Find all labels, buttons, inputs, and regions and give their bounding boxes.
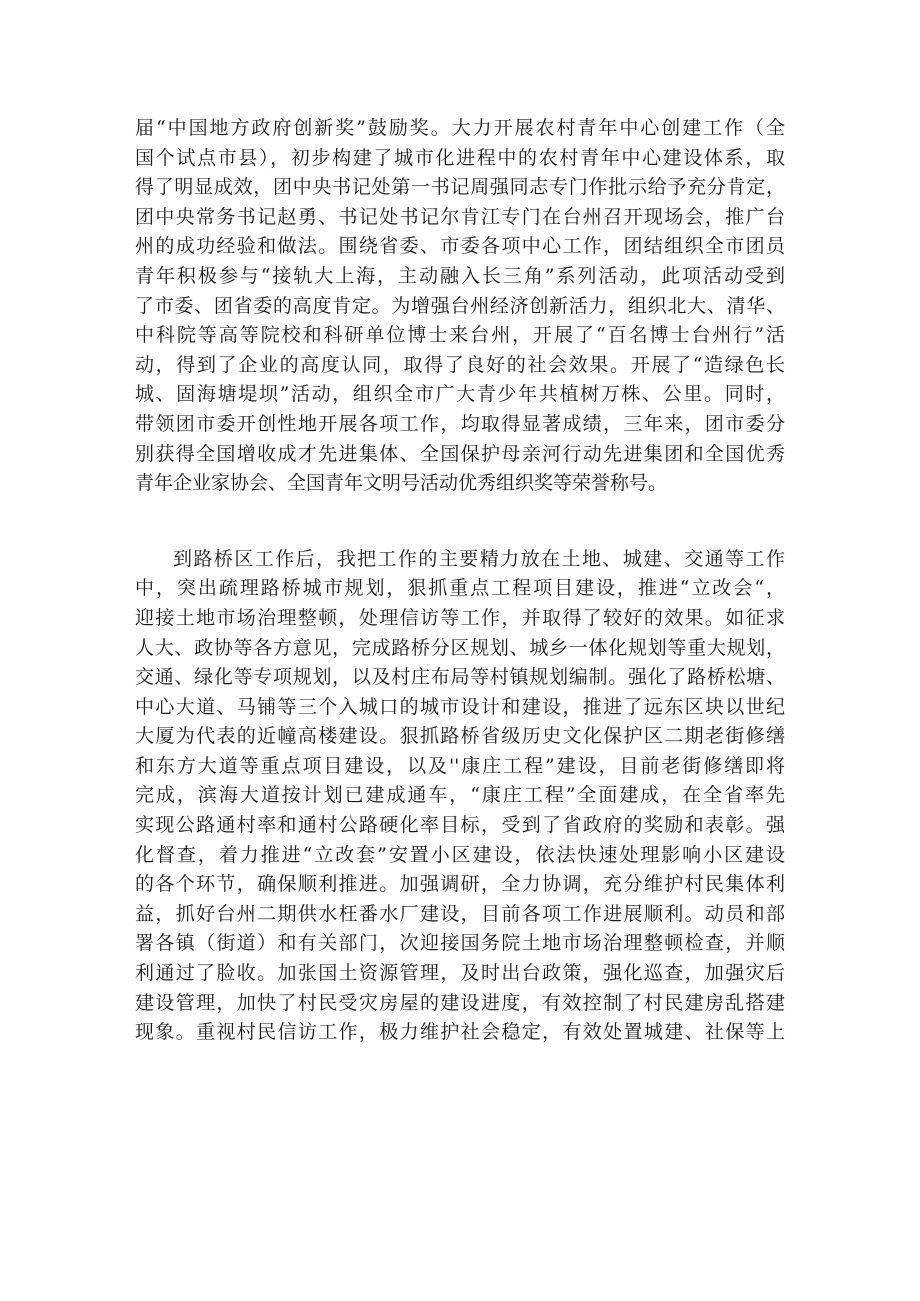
text-line: 化督查，着力推进“立改套”安置小区建设，依法快速处理影响小区建设	[135, 843, 785, 866]
text-line: 了市委、团省委的高度肯定。为增强台州经济创新活力，组织北大、清华、	[135, 294, 785, 317]
text-line: 中科院等高等院校和科研单位博士来台州，开展了“百名博士台州行”活	[135, 324, 785, 347]
text-line: 建设管理，加快了村民受灾房屋的建设进度，有效控制了村民建房乱搭建	[135, 991, 785, 1014]
paragraph-1	[135, 114, 785, 499]
text-line: 完成，滨海大道按计划已建成通车，“康庄工程”全面建成，在全省率先	[135, 784, 785, 807]
text-line: 州的成功经验和做法。围绕省委、市委各项中心工作，团结组织全市团员	[135, 235, 785, 258]
text-line: 团中央常务书记赵勇、书记处书记尔肯江专门在台州召开现场会，推广台	[135, 205, 785, 228]
text-line: 青年积极参与“接轨大上海，主动融入长三角”系列活动，此项活动受到	[135, 264, 785, 287]
text-line: 人大、政协等各方意见，完成路桥分区规划、城乡一体化规划等重大规划，	[135, 636, 785, 659]
paragraph-2	[135, 545, 785, 1048]
text-line: 届“中国地方政府创新奖”鼓励奖。大力开展农村青年中心创建工作（全	[135, 117, 785, 139]
text-line: 现象。重视村民信访工作，极力维护社会稳定，有效处置城建、社保等上	[135, 1021, 785, 1044]
text-line: 国个试点市县），初步构建了城市化进程中的农村青年中心建设体系，取	[135, 146, 785, 169]
text-line: 城、固海塘堤坝”活动，组织全市广大青少年共植树万株、公里。同时，	[135, 383, 785, 406]
text-line: 和东方大道等重点项目建设，以及''康庄工程”建设，目前老街修缮即将	[135, 754, 785, 777]
text-line: 的各个环节，确保顺利推进。加强调研，全力协调，充分维护村民集体利	[135, 873, 785, 896]
text-line: 中心大道、马铺等三个入城口的城市设计和建设，推进了远东区块以世纪	[135, 695, 785, 718]
text-line: 到路桥区工作后，我把工作的主要精力放在土地、城建、交通等工作	[173, 547, 785, 570]
text-line: 交通、绿化等专项规划，以及村庄布局等村镇规划编制。强化了路桥松塘、	[135, 666, 785, 689]
text-line: 迎接土地市场治理整顿，处理信访等工作，并取得了较好的效果。如征求	[135, 606, 785, 629]
text-line: 带领团市委开创性地开展各项工作，均取得显著成绩，三年来，团市委分	[135, 412, 785, 435]
text-line: 署各镇（街道）和有关部门，次迎接国务院土地市场治理整顿检查，并顺	[135, 932, 785, 955]
text-line: 大厦为代表的近幢高楼建设。狠抓路桥省级历史文化保护区二期老街修缮	[135, 725, 785, 748]
text-line: 益，抓好台州二期供水枉番水厂建设，目前各项工作进展顺利。动员和部	[135, 902, 785, 925]
document-body	[135, 114, 785, 1048]
text-line: 别获得全国增收成才先进集体、全国保护母亲河行动先进集团和全国优秀	[135, 442, 785, 465]
text-line: 利通过了脸收。加张国土资源管理，及时出台政策，强化巡查，加强灾后	[135, 962, 785, 985]
text-line: 得了明显成效，团中央书记处第一书记周强同志专门作批示给予充分肯定，	[135, 176, 785, 199]
text-line: 青年企业家协会、全国青年文明号活动优秀组织奖等荣誉称号。	[135, 472, 668, 495]
text-line: 中，突出疏理路桥城市规划，狠抓重点工程项目建设，推进“立改会“，	[135, 577, 785, 600]
text-line: 实现公路通村率和通村公路硬化率目标，受到了省政府的奖励和表彰。强	[135, 814, 785, 837]
text-line: 动，得到了企业的高度认同，取得了良好的社会效果。开展了“造绿色长	[135, 353, 785, 376]
